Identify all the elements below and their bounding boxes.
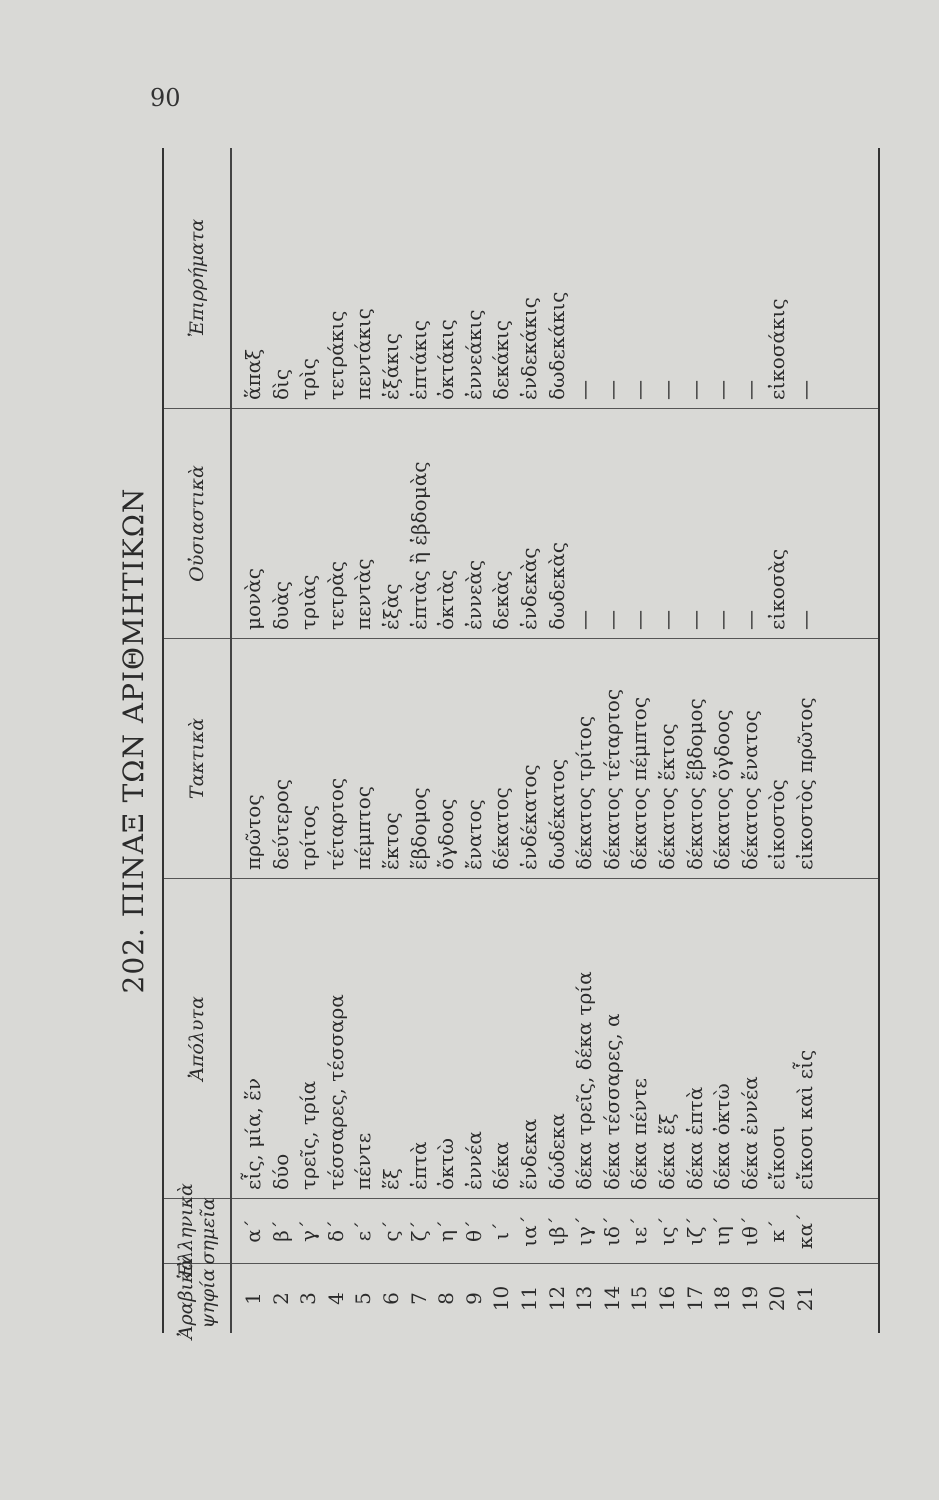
cell-ordinal: δέκατος ἔνατος: [737, 710, 762, 870]
header-greek-numerals: Ἑλληνικὰ σημεῖα: [164, 1198, 230, 1263]
cell-cardinal: δέκα πέντε: [627, 1078, 652, 1190]
header-row: [164, 148, 232, 1340]
cell-ordinal: δέκατος ἕκτος: [654, 723, 679, 870]
cell-greek: ς´: [378, 1220, 403, 1242]
cell-arabic: 1: [241, 1292, 265, 1305]
cell-adverb: ἑπτάκις: [406, 320, 431, 400]
page-number: 90: [150, 84, 181, 112]
cell-ordinal: δεύτερος: [268, 779, 293, 870]
cell-cardinal: τρεῖς, τρία: [296, 1080, 321, 1190]
cell-cardinal: τέσσαρες, τέσσαρα: [323, 994, 348, 1190]
cell-adverb: —: [737, 380, 762, 400]
cell-nominal: ἑξὰς: [378, 583, 403, 630]
cell-arabic: 11: [516, 1285, 541, 1312]
cell-arabic: 5: [351, 1292, 376, 1305]
cell-nominal: —: [682, 610, 707, 630]
cell-nominal: —: [710, 610, 735, 630]
cell-greek: ια´: [516, 1215, 541, 1247]
cell-ordinal: ἕβδομος: [406, 787, 431, 870]
cell-arabic: 10: [489, 1285, 514, 1312]
cell-ordinal: δέκατος: [489, 787, 514, 870]
cell-greek: ιζ´: [682, 1216, 707, 1246]
cell-ordinal: εἰκοστὸς: [765, 779, 790, 870]
cell-greek: ιδ´: [599, 1216, 624, 1246]
cell-adverb: ἅπαξ: [241, 348, 265, 400]
header-ordinals: Τακτικὰ: [164, 638, 230, 878]
cell-greek: η´: [434, 1220, 459, 1242]
cell-greek: θ´: [461, 1219, 486, 1243]
cell-greek: ι´: [489, 1222, 514, 1240]
cell-adverb: πεντάκις: [351, 308, 376, 400]
cell-nominal: ἐννεὰς: [461, 559, 486, 630]
cell-nominal: δωδεκὰς: [544, 542, 569, 630]
cell-cardinal: δέκα τέσσαρες, α: [599, 1013, 624, 1190]
cell-cardinal: πέντε: [351, 1132, 376, 1190]
cell-nominal: —: [572, 610, 597, 630]
cell-arabic: 19: [737, 1285, 762, 1312]
cell-cardinal: δέκα ὀκτὼ: [710, 1083, 735, 1190]
column-ordinals: [232, 638, 878, 878]
cell-ordinal: πρῶτος: [241, 794, 265, 870]
cell-cardinal: δώδεκα: [544, 1113, 569, 1190]
cell-nominal: εἰκοσὰς: [765, 548, 790, 630]
cell-cardinal: εἴκοσι καὶ εἷς: [792, 1049, 817, 1190]
cell-greek: ιη´: [710, 1216, 735, 1246]
cell-cardinal: δύο: [268, 1153, 293, 1190]
cell-arabic: 21: [792, 1285, 817, 1312]
cell-adverb: —: [682, 380, 707, 400]
cell-greek: β´: [268, 1220, 293, 1242]
cell-arabic: 2: [268, 1292, 293, 1305]
cell-adverb: —: [792, 380, 817, 400]
cell-cardinal: ἕξ: [378, 1168, 403, 1190]
cell-greek: ιβ´: [544, 1216, 569, 1246]
cell-nominal: δυὰς: [268, 581, 293, 630]
cell-arabic: 9: [461, 1292, 486, 1305]
cell-arabic: 12: [544, 1285, 569, 1312]
cell-arabic: 16: [654, 1285, 679, 1312]
cell-cardinal: δέκα: [489, 1141, 514, 1190]
cell-ordinal: τρίτος: [296, 805, 321, 870]
cell-adverb: —: [654, 380, 679, 400]
cell-ordinal: ἔνατος: [461, 799, 486, 870]
cell-adverb: δωδεκάκις: [544, 291, 569, 400]
cell-nominal: δεκὰς: [489, 570, 514, 630]
cell-nominal: —: [627, 610, 652, 630]
cell-greek: ε´: [351, 1220, 376, 1242]
cell-adverb: —: [710, 380, 735, 400]
column-arabic-numerals: [232, 1263, 878, 1333]
cell-greek: α´: [241, 1219, 265, 1243]
cell-ordinal: δέκατος τέταρτος: [599, 688, 624, 870]
cell-adverb: τρὶς: [296, 358, 321, 400]
cell-arabic: 4: [323, 1292, 348, 1305]
cell-nominal: μονὰς: [241, 568, 265, 630]
cell-adverb: —: [572, 380, 597, 400]
cell-ordinal: δέκατος τρίτος: [572, 715, 597, 870]
column-adverbs: [232, 148, 878, 408]
table-heading: 202. ΠΙΝΑΞ ΤΩΝ ΑΡΙΘΜΗΤΙΚΩΝ: [117, 487, 150, 994]
column-greek-numerals: [232, 1198, 878, 1263]
cell-nominal: τετρὰς: [323, 561, 348, 630]
cell-arabic: 20: [765, 1285, 790, 1312]
cell-greek: γ´: [296, 1220, 321, 1242]
cell-adverb: —: [599, 380, 624, 400]
cell-arabic: 14: [599, 1285, 624, 1312]
numerals-table: [162, 148, 880, 1340]
cell-ordinal: δέκατος πέμπτος: [627, 696, 652, 870]
cell-nominal: —: [654, 610, 679, 630]
cell-cardinal: δέκα τρεῖς, δέκα τρία: [572, 971, 597, 1190]
cell-greek: κα´: [792, 1213, 817, 1250]
cell-arabic: 3: [296, 1292, 321, 1305]
cell-nominal: ὀκτὰς: [434, 569, 459, 630]
cell-cardinal: ἕνδεκα: [516, 1118, 541, 1190]
cell-arabic: 7: [406, 1292, 431, 1305]
cell-nominal: ἑνδεκὰς: [516, 547, 541, 630]
cell-arabic: 8: [434, 1292, 459, 1305]
header-adverbs: Ἐπιρρήματα: [186, 218, 208, 338]
cell-ordinal: εἰκοστὸς πρῶτος: [792, 697, 817, 870]
table-body: [232, 148, 878, 1333]
cell-cardinal: δέκα ἑπτὰ: [682, 1086, 707, 1190]
cell-adverb: —: [627, 380, 652, 400]
cell-adverb: εἰκοσάκις: [765, 298, 790, 400]
cell-cardinal: εἴκοσι: [765, 1125, 790, 1190]
cell-adverb: τετράκις: [323, 310, 348, 400]
cell-nominal: —: [792, 610, 817, 630]
cell-arabic: 15: [627, 1285, 652, 1312]
cell-ordinal: δωδέκατος: [544, 758, 569, 870]
cell-cardinal: εἷς, μία, ἕν: [241, 1077, 265, 1190]
cell-nominal: τριὰς: [296, 574, 321, 630]
cell-greek: ιε´: [627, 1216, 652, 1246]
cell-cardinal: ἑπτὰ: [406, 1141, 431, 1190]
cell-nominal: πεντὰς: [351, 558, 376, 630]
cell-greek: ιθ´: [737, 1216, 762, 1246]
cell-cardinal: ἐννέα: [461, 1131, 486, 1190]
cell-greek: ις´: [654, 1216, 679, 1246]
cell-ordinal: ἑνδέκατος: [516, 764, 541, 870]
cell-greek: ιγ´: [572, 1216, 597, 1246]
cell-arabic: 18: [710, 1285, 735, 1312]
cell-cardinal: δέκα ἐννέα: [737, 1076, 762, 1190]
cell-greek: ζ´: [406, 1220, 431, 1242]
cell-ordinal: τέταρτος: [323, 777, 348, 870]
cell-adverb: δὶς: [268, 368, 293, 400]
cell-adverb: δεκάκις: [489, 320, 514, 400]
cell-arabic: 6: [378, 1292, 403, 1305]
cell-ordinal: πέμπτος: [351, 786, 376, 870]
cell-ordinal: δέκατος ἕβδομος: [682, 698, 707, 870]
header-nominals: Οὐσιαστικὰ: [164, 408, 230, 638]
cell-adverb: ἑξάκις: [378, 333, 403, 400]
cell-cardinal: ὀκτὼ: [434, 1138, 459, 1190]
cell-nominal: —: [599, 610, 624, 630]
cell-greek: δ´: [323, 1219, 348, 1243]
cell-arabic: 17: [682, 1285, 707, 1312]
cell-greek: κ´: [765, 1219, 790, 1243]
column-cardinals: [232, 878, 878, 1198]
cell-ordinal: δέκατος ὄγδοος: [710, 709, 735, 870]
cell-ordinal: ὄγδοος: [434, 798, 459, 870]
cell-cardinal: δέκα ἕξ: [654, 1113, 679, 1190]
rotated-table-container: [110, 148, 880, 1340]
cell-adverb: ἐννεάκις: [461, 309, 486, 400]
cell-nominal: ἑπτὰς ἢ ἑβδομὰς: [406, 461, 431, 630]
cell-adverb: ἑνδεκάκις: [516, 297, 541, 400]
cell-nominal: —: [737, 610, 762, 630]
cell-adverb: ὀκτάκις: [434, 319, 459, 400]
cell-ordinal: ἕκτος: [378, 812, 403, 870]
header-arabic-numerals: Ἀραβικὰ ψηφία: [164, 1263, 230, 1333]
header-cardinals: Ἀπόλυτα: [164, 878, 230, 1198]
column-nominals: [232, 408, 878, 638]
cell-arabic: 13: [572, 1285, 597, 1312]
